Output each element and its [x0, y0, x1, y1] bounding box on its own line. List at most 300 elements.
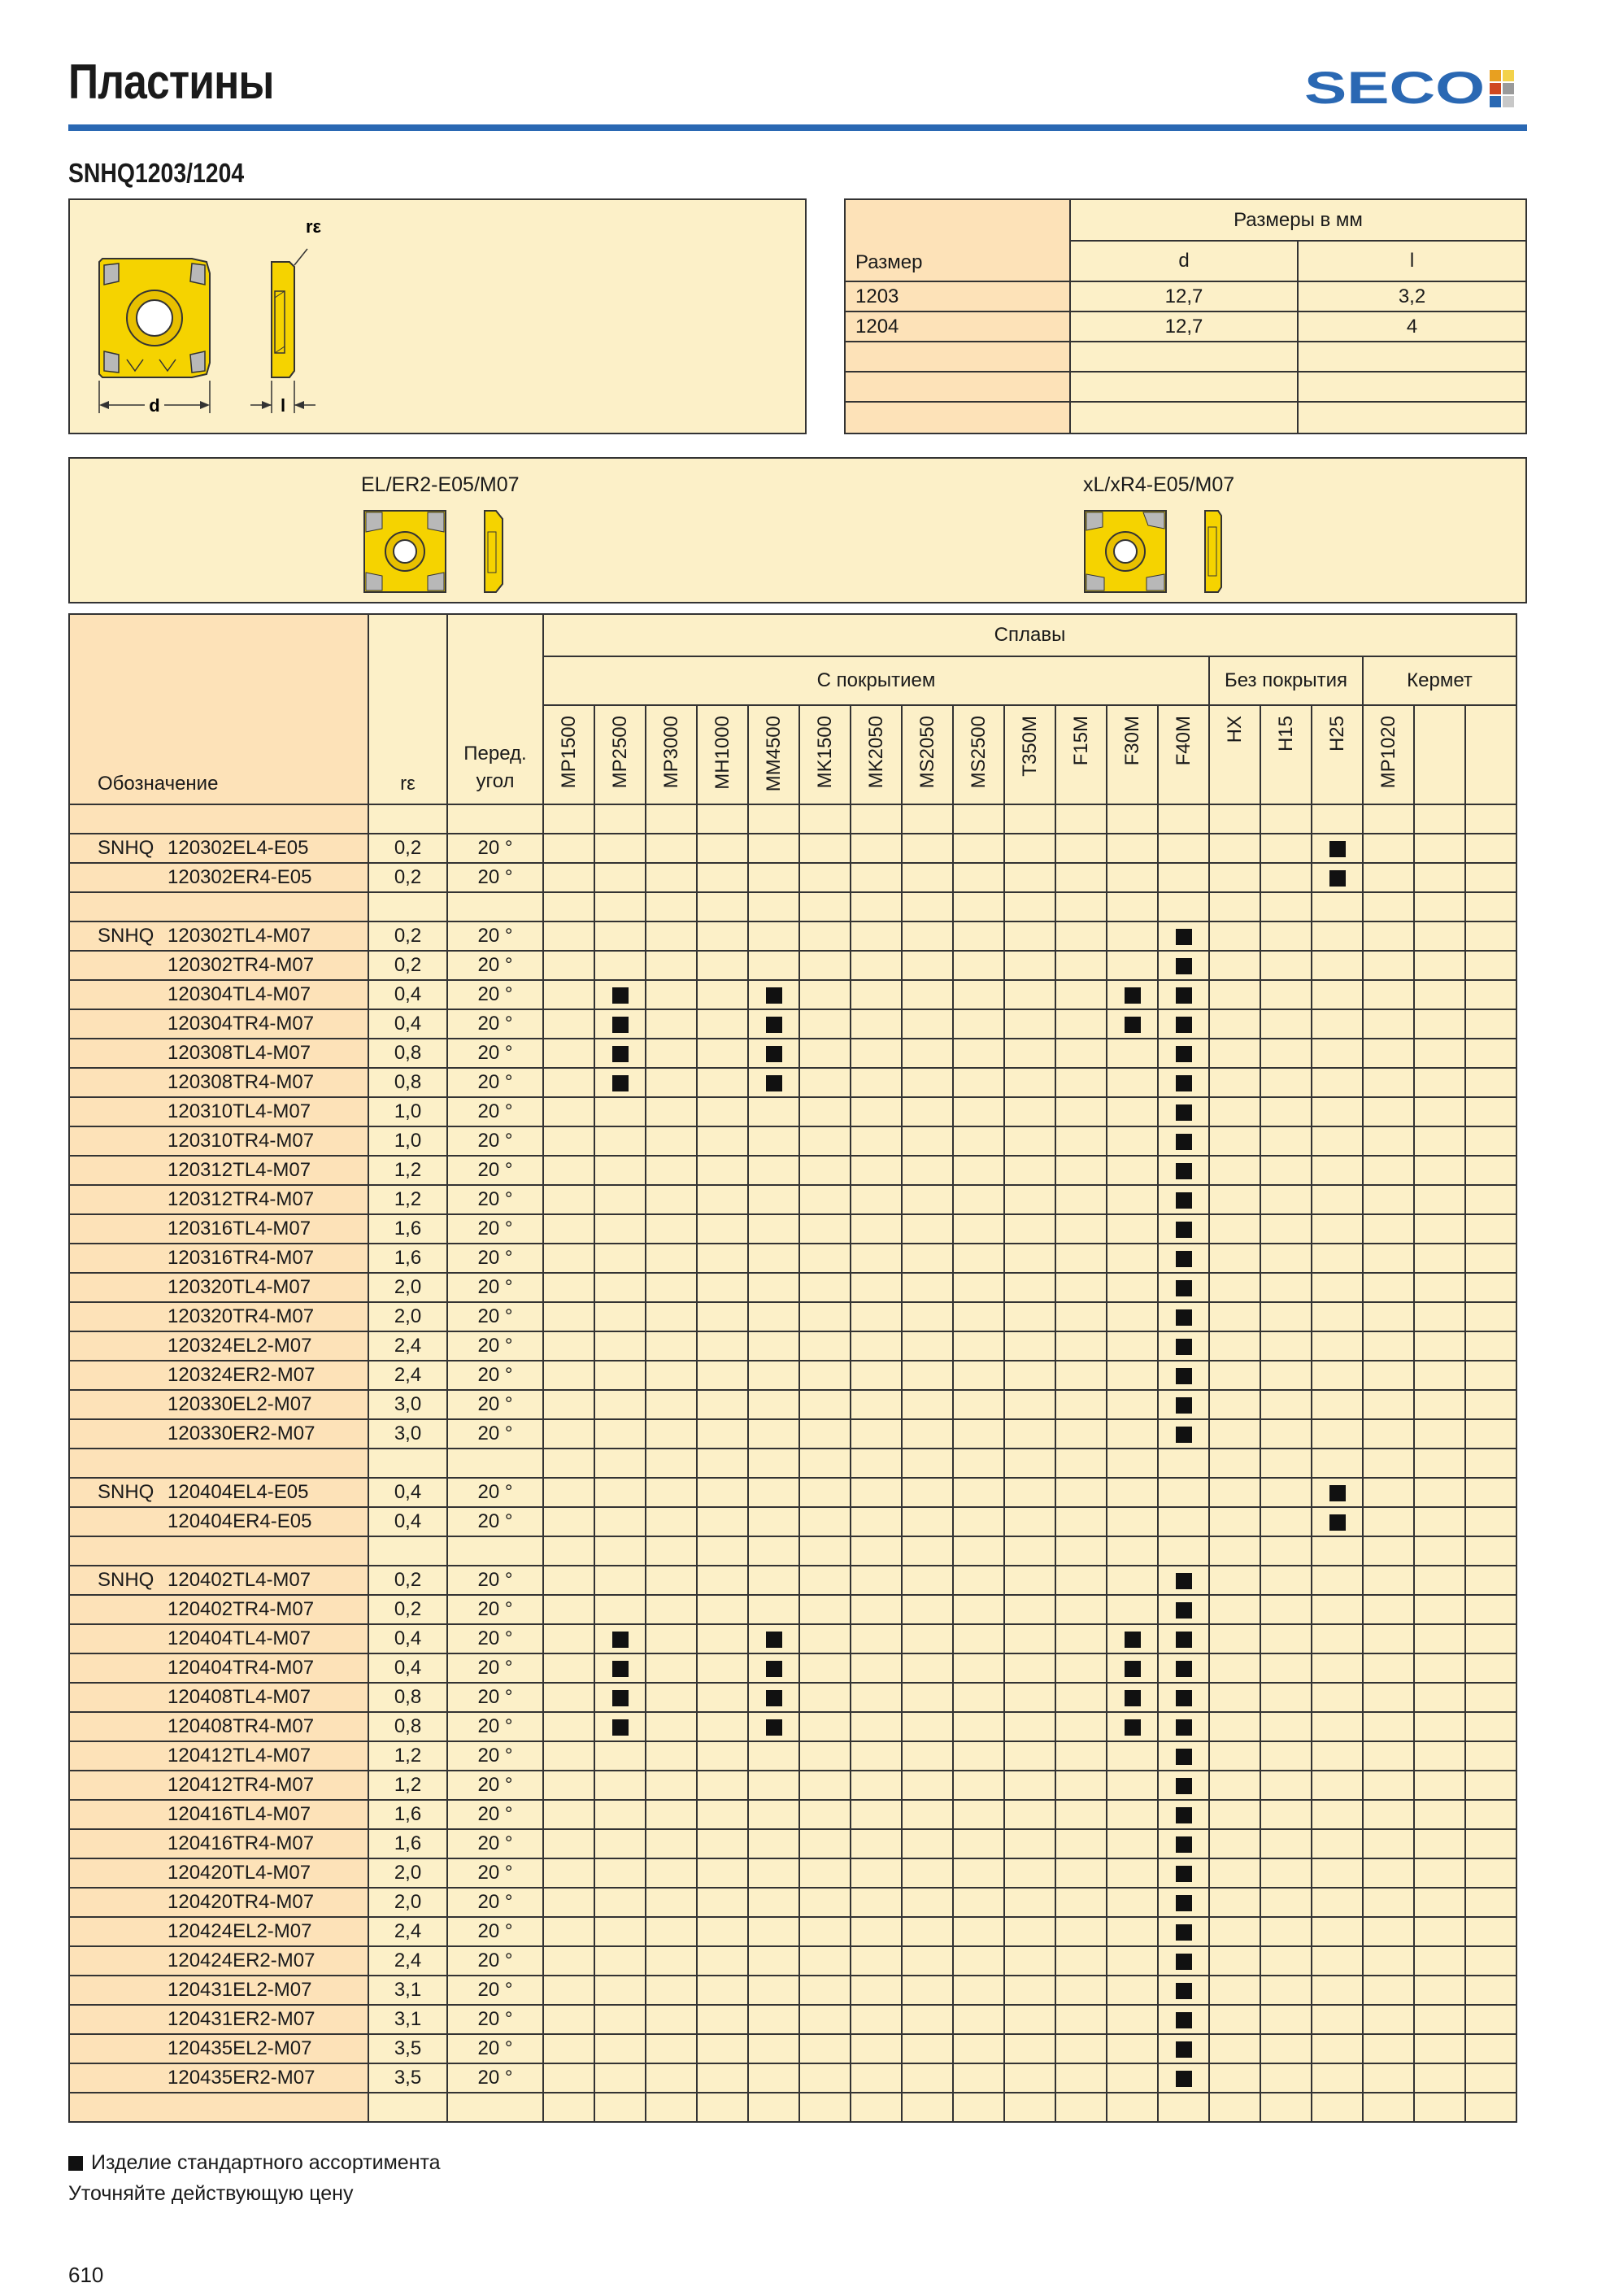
grade-cell	[1055, 1976, 1107, 2005]
grade-cell	[1414, 1039, 1465, 1068]
grade-cell	[1004, 980, 1055, 1009]
grade-cell	[646, 1331, 697, 1361]
grade-cell	[851, 1976, 902, 2005]
grade-cell	[594, 1097, 646, 1126]
grade-cell	[953, 1390, 1004, 1419]
grade-cell	[543, 1566, 594, 1595]
grade-cell	[1004, 1097, 1055, 1126]
grade-cell	[543, 1888, 594, 1917]
designation-cell: 120310TL4-M07	[69, 1097, 368, 1126]
table-row	[69, 1771, 1516, 1800]
grade-cell	[1158, 1946, 1209, 1976]
grade-cell	[1414, 1683, 1465, 1712]
grade-cell	[799, 1536, 851, 1566]
grade-cell	[594, 2063, 646, 2093]
grade-cell	[902, 2093, 953, 2122]
grade-cell	[594, 1419, 646, 1449]
grade-cell	[1107, 1449, 1158, 1478]
grade-cell	[1312, 1946, 1363, 1976]
designation-cell: SNHQ 120404EL4-E05	[69, 1478, 368, 1507]
grade-cell	[1260, 863, 1312, 892]
grade-cell	[1312, 1478, 1363, 1507]
grade-cell	[1260, 892, 1312, 921]
grade-header-cell: MP2500	[594, 705, 646, 804]
radius-cell: 2,0	[368, 1302, 447, 1331]
designation-cell: 120310TR4-M07	[69, 1126, 368, 1156]
grade-cell	[697, 2034, 748, 2063]
grade-cell	[1312, 1214, 1363, 1244]
grade-header-cell: T350M	[1004, 705, 1055, 804]
grade-cell	[1465, 1039, 1516, 1068]
angle-cell: 20 °	[447, 2005, 543, 2034]
grade-cell	[646, 1214, 697, 1244]
designation-cell: 120302TR4-M07	[69, 951, 368, 980]
grade-header-cell: MK1500	[799, 705, 851, 804]
grade-cell	[697, 1302, 748, 1331]
grade-cell	[1363, 2093, 1414, 2122]
standard-marker-icon	[1176, 1632, 1192, 1648]
grade-cell	[646, 1361, 697, 1390]
grade-cell	[646, 1536, 697, 1566]
standard-marker-icon	[612, 1017, 629, 1033]
grades-table-wrap	[68, 613, 1517, 2123]
grade-cell	[1363, 1097, 1414, 1126]
grade-cell	[1055, 1507, 1107, 1536]
grade-cell	[646, 921, 697, 951]
grade-cell	[1209, 1214, 1260, 1244]
grade-cell	[543, 1829, 594, 1858]
grade-cell	[902, 1214, 953, 1244]
designation-cell: SNHQ 120402TL4-M07	[69, 1566, 368, 1595]
standard-marker-icon	[766, 1075, 782, 1091]
grade-cell	[1004, 1595, 1055, 1624]
grade-cell	[646, 1478, 697, 1507]
radius-cell	[368, 1536, 447, 1566]
grade-cell	[697, 1185, 748, 1214]
grade-header-cell: HX	[1209, 705, 1260, 804]
grade-cell	[543, 1478, 594, 1507]
grade-cell	[1158, 2034, 1209, 2063]
grade-cell	[1363, 1829, 1414, 1858]
grade-cell	[697, 951, 748, 980]
grade-cell	[1312, 1624, 1363, 1653]
grade-cell	[1055, 980, 1107, 1009]
grade-cell	[851, 1068, 902, 1097]
grade-cell	[543, 1361, 594, 1390]
designation-cell: 120435EL2-M07	[69, 2034, 368, 2063]
grade-cell	[902, 834, 953, 863]
grade-cell	[1260, 1126, 1312, 1156]
grade-cell	[646, 1097, 697, 1126]
grade-cell	[1055, 1361, 1107, 1390]
grade-cell	[1209, 951, 1260, 980]
grade-cell	[1465, 1449, 1516, 1478]
grade-cell	[1414, 834, 1465, 863]
grade-cell	[1414, 1097, 1465, 1126]
grade-cell	[1209, 1595, 1260, 1624]
dim-label-r: rε	[306, 216, 322, 237]
radius-cell: 0,2	[368, 834, 447, 863]
angle-cell	[447, 1536, 543, 1566]
grade-cell	[594, 1683, 646, 1712]
grade-cell	[1209, 1039, 1260, 1068]
grade-cell	[594, 1478, 646, 1507]
grade-cell	[1363, 1858, 1414, 1888]
grade-cell	[543, 1712, 594, 1741]
grade-cell	[851, 804, 902, 834]
grade-cell	[851, 1946, 902, 1976]
grade-cell	[1260, 2063, 1312, 2093]
grade-cell	[1363, 2034, 1414, 2063]
grade-cell	[697, 921, 748, 951]
designation-cell: 120308TL4-M07	[69, 1039, 368, 1068]
radius-cell: 0,8	[368, 1068, 447, 1097]
grade-cell	[851, 2093, 902, 2122]
grade-cell	[646, 1009, 697, 1039]
standard-marker-icon	[612, 1719, 629, 1736]
grade-cell	[1414, 980, 1465, 1009]
grade-header-cell: MS2050	[902, 705, 953, 804]
grade-cell	[799, 1331, 851, 1361]
grade-cell	[1260, 1156, 1312, 1185]
table-row	[69, 1946, 1516, 1976]
dims-d-header: d	[1070, 241, 1298, 281]
standard-marker-icon	[1176, 1719, 1192, 1736]
angle-cell: 20 °	[447, 834, 543, 863]
designation-cell: 120431ER2-M07	[69, 2005, 368, 2034]
grade-cell	[953, 1361, 1004, 1390]
radius-cell: 1,2	[368, 1741, 447, 1771]
dims-size-header: Размер	[846, 200, 1070, 281]
radius-cell: 0,2	[368, 1595, 447, 1624]
grade-cell	[1209, 1771, 1260, 1800]
grade-cell	[748, 1214, 799, 1244]
grade-cell	[1465, 804, 1516, 834]
grade-cell	[1004, 1946, 1055, 1976]
grade-cell	[594, 1566, 646, 1595]
table-row	[69, 1361, 1516, 1390]
angle-cell: 20 °	[447, 1800, 543, 1829]
grade-cell	[851, 1419, 902, 1449]
grade-cell	[1312, 1009, 1363, 1039]
table-row	[69, 1829, 1516, 1858]
grade-cell	[646, 1273, 697, 1302]
grade-cell	[1158, 834, 1209, 863]
grade-cell	[543, 2034, 594, 2063]
grade-cell	[543, 1244, 594, 1273]
grade-cell	[1055, 804, 1107, 834]
standard-marker-icon	[1176, 1280, 1192, 1296]
grade-cell	[1107, 1712, 1158, 1741]
grade-cell	[1209, 804, 1260, 834]
designation-cell: 120304TL4-M07	[69, 980, 368, 1009]
grade-cell	[543, 863, 594, 892]
grade-cell	[902, 1976, 953, 2005]
grade-cell	[697, 1390, 748, 1419]
grade-cell	[1260, 1566, 1312, 1595]
grade-cell	[1465, 1156, 1516, 1185]
grade-cell	[851, 1741, 902, 1771]
radius-cell: 0,2	[368, 1566, 447, 1595]
grade-cell	[1260, 2093, 1312, 2122]
grade-cell	[1414, 1566, 1465, 1595]
grade-cell	[1158, 1039, 1209, 1068]
angle-cell: 20 °	[447, 1712, 543, 1741]
grade-cell	[1209, 1683, 1260, 1712]
angle-cell	[447, 2093, 543, 2122]
grade-cell	[953, 1566, 1004, 1595]
grade-cell	[646, 1829, 697, 1858]
grade-cell	[902, 1888, 953, 1917]
grade-cell	[799, 804, 851, 834]
grade-cell	[953, 921, 1004, 951]
grade-cell	[902, 1536, 953, 1566]
grade-cell	[1312, 1712, 1363, 1741]
standard-marker-icon	[766, 1690, 782, 1706]
radius-cell: 0,4	[368, 1009, 447, 1039]
radius-cell: 3,1	[368, 1976, 447, 2005]
grade-cell	[1107, 1039, 1158, 1068]
grade-cell	[1209, 2093, 1260, 2122]
grade-cell	[1004, 2005, 1055, 2034]
grade-cell	[953, 1858, 1004, 1888]
grade-cell	[1209, 892, 1260, 921]
angle-cell: 20 °	[447, 1009, 543, 1039]
grade-cell	[1107, 2034, 1158, 2063]
grade-cell	[748, 1771, 799, 1800]
grade-cell	[594, 1946, 646, 1976]
grade-cell	[1055, 1566, 1107, 1595]
grade-cell	[1107, 1419, 1158, 1449]
grade-cell	[1158, 1214, 1209, 1244]
grade-cell	[646, 1683, 697, 1712]
grade-cell	[1055, 1653, 1107, 1683]
grade-cell	[1209, 1536, 1260, 1566]
radius-cell: 2,4	[368, 1946, 447, 1976]
designation-cell: 120330ER2-M07	[69, 1419, 368, 1449]
grade-cell	[646, 2005, 697, 2034]
table-row	[69, 1653, 1516, 1683]
table-row	[69, 1536, 1516, 1566]
standard-marker-icon	[1176, 1222, 1192, 1238]
grade-cell	[543, 1449, 594, 1478]
grade-cell	[1209, 1273, 1260, 1302]
grade-cell	[594, 980, 646, 1009]
grade-cell	[1465, 1302, 1516, 1331]
grade-cell	[1363, 1566, 1414, 1595]
standard-marker-icon	[1176, 1954, 1192, 1970]
grade-cell	[1363, 1917, 1414, 1946]
grade-cell	[1363, 1507, 1414, 1536]
grade-cell	[1158, 1302, 1209, 1331]
designation-cell: 120312TL4-M07	[69, 1156, 368, 1185]
grade-cell	[902, 1829, 953, 1858]
grade-cell	[697, 1331, 748, 1361]
grade-cell	[748, 1507, 799, 1536]
grade-cell	[851, 1302, 902, 1331]
grade-cell	[1158, 1653, 1209, 1683]
grade-cell	[851, 1009, 902, 1039]
grade-cell	[646, 1800, 697, 1829]
grade-cell	[1209, 1068, 1260, 1097]
grade-cell	[1465, 1097, 1516, 1126]
grade-cell	[1465, 1273, 1516, 1302]
grade-cell	[1260, 1097, 1312, 1126]
radius-cell: 2,0	[368, 1888, 447, 1917]
grade-cell	[594, 1536, 646, 1566]
grade-cell	[1107, 951, 1158, 980]
grade-cell	[1363, 1331, 1414, 1361]
grade-header-cell	[1465, 705, 1516, 804]
grade-cell	[953, 2034, 1004, 2063]
grade-cell	[646, 1566, 697, 1595]
grade-cell	[748, 1946, 799, 1976]
grade-cell	[799, 1244, 851, 1273]
grade-cell	[1260, 1653, 1312, 1683]
standard-marker-icon	[1329, 1514, 1346, 1531]
grade-cell	[748, 1361, 799, 1390]
standard-marker-icon	[1125, 1632, 1141, 1648]
grade-cell	[1312, 1595, 1363, 1624]
grade-cell	[902, 1449, 953, 1478]
grade-cell	[697, 863, 748, 892]
grade-cell	[1055, 1683, 1107, 1712]
standard-marker-icon	[1176, 2071, 1192, 2087]
grade-cell	[851, 2034, 902, 2063]
table-row	[69, 1331, 1516, 1361]
grade-cell	[1465, 1683, 1516, 1712]
grade-cell	[953, 1185, 1004, 1214]
grade-cell	[543, 1214, 594, 1244]
designation-cell: 120404TL4-M07	[69, 1624, 368, 1653]
grade-cell	[697, 1361, 748, 1390]
grade-cell	[1107, 921, 1158, 951]
grade-cell	[851, 1888, 902, 1917]
grade-cell	[1107, 1126, 1158, 1156]
grade-cell	[1312, 1273, 1363, 1302]
table-row	[69, 1214, 1516, 1244]
grade-cell	[594, 1244, 646, 1273]
grade-cell	[1414, 1829, 1465, 1858]
designation-cell: 120312TR4-M07	[69, 1185, 368, 1214]
grade-cell	[902, 980, 953, 1009]
grade-cell	[1158, 1419, 1209, 1449]
grade-cell	[851, 863, 902, 892]
grade-cell	[953, 1478, 1004, 1507]
grade-cell	[1363, 1039, 1414, 1068]
grade-cell	[1004, 1009, 1055, 1039]
grade-cell	[799, 863, 851, 892]
radius-cell: 0,8	[368, 1683, 447, 1712]
grade-cell	[1055, 1829, 1107, 1858]
grade-cell	[1004, 1829, 1055, 1858]
grade-cell	[1260, 951, 1312, 980]
grade-cell	[851, 1244, 902, 1273]
grade-cell	[1004, 1858, 1055, 1888]
grade-cell	[1414, 863, 1465, 892]
grade-cell	[1209, 1126, 1260, 1156]
grade-cell	[1158, 1800, 1209, 1829]
designation-cell: 120416TL4-M07	[69, 1800, 368, 1829]
grade-header-cell: MS2500	[953, 705, 1004, 804]
grade-cell	[1004, 1624, 1055, 1653]
grade-cell	[1465, 1214, 1516, 1244]
grade-cell	[902, 951, 953, 980]
grade-cell	[646, 1390, 697, 1419]
grade-cell	[1465, 892, 1516, 921]
standard-marker-icon	[1176, 2041, 1192, 2058]
grade-cell	[1055, 1771, 1107, 1800]
standard-marker-icon	[766, 1632, 782, 1648]
angle-cell: 20 °	[447, 951, 543, 980]
grade-cell	[1363, 1273, 1414, 1302]
grade-cell	[1107, 1156, 1158, 1185]
grade-cell	[543, 1917, 594, 1946]
standard-marker-icon	[1329, 1485, 1346, 1501]
grade-cell	[543, 1156, 594, 1185]
table-row	[69, 1419, 1516, 1449]
grade-cell	[1260, 834, 1312, 863]
grade-cell	[1414, 921, 1465, 951]
grade-cell	[1363, 1185, 1414, 1214]
grade-cell	[1260, 1185, 1312, 1214]
angle-cell: 20 °	[447, 1185, 543, 1214]
grade-cell	[953, 1771, 1004, 1800]
grade-cell	[1363, 1214, 1414, 1244]
dims-group-header: Размеры в мм	[1070, 200, 1525, 241]
grade-cell	[902, 1800, 953, 1829]
grade-cell	[902, 804, 953, 834]
grade-cell	[1312, 1039, 1363, 1068]
legend-standard-item: Изделие стандартного ассортимента	[68, 2147, 441, 2178]
grade-cell	[1414, 892, 1465, 921]
grade-cell	[1158, 1536, 1209, 1566]
grade-cell	[543, 1536, 594, 1566]
grade-cell	[1107, 1771, 1158, 1800]
grade-header-cell	[1414, 705, 1465, 804]
grade-cell	[851, 921, 902, 951]
grade-cell	[1209, 1858, 1260, 1888]
grade-cell	[646, 951, 697, 980]
grade-cell	[1107, 1946, 1158, 1976]
grade-cell	[1004, 1478, 1055, 1507]
grade-cell	[953, 1419, 1004, 1449]
grade-cell	[1055, 1302, 1107, 1331]
grade-header-cell: MP1500	[543, 705, 594, 804]
cermet-header: Кермет	[1363, 656, 1516, 705]
grade-cell	[799, 1009, 851, 1039]
table-row	[69, 863, 1516, 892]
grade-cell	[1107, 1214, 1158, 1244]
standard-marker-icon	[1176, 1573, 1192, 1589]
grade-cell	[1465, 1419, 1516, 1449]
grade-cell	[646, 1185, 697, 1214]
grades-table	[68, 613, 1517, 2123]
grade-cell	[1107, 1976, 1158, 2005]
grade-cell	[543, 1946, 594, 1976]
grade-cell	[543, 1331, 594, 1361]
coated-header: С покрытием	[543, 656, 1209, 705]
grade-cell	[1363, 921, 1414, 951]
grade-cell	[1004, 1566, 1055, 1595]
grade-cell	[1312, 1741, 1363, 1771]
grade-cell	[697, 1126, 748, 1156]
grade-cell	[1209, 1653, 1260, 1683]
table-row	[69, 1566, 1516, 1595]
grade-cell	[1158, 1244, 1209, 1273]
grade-cell	[1465, 1741, 1516, 1771]
grade-cell	[1209, 1741, 1260, 1771]
